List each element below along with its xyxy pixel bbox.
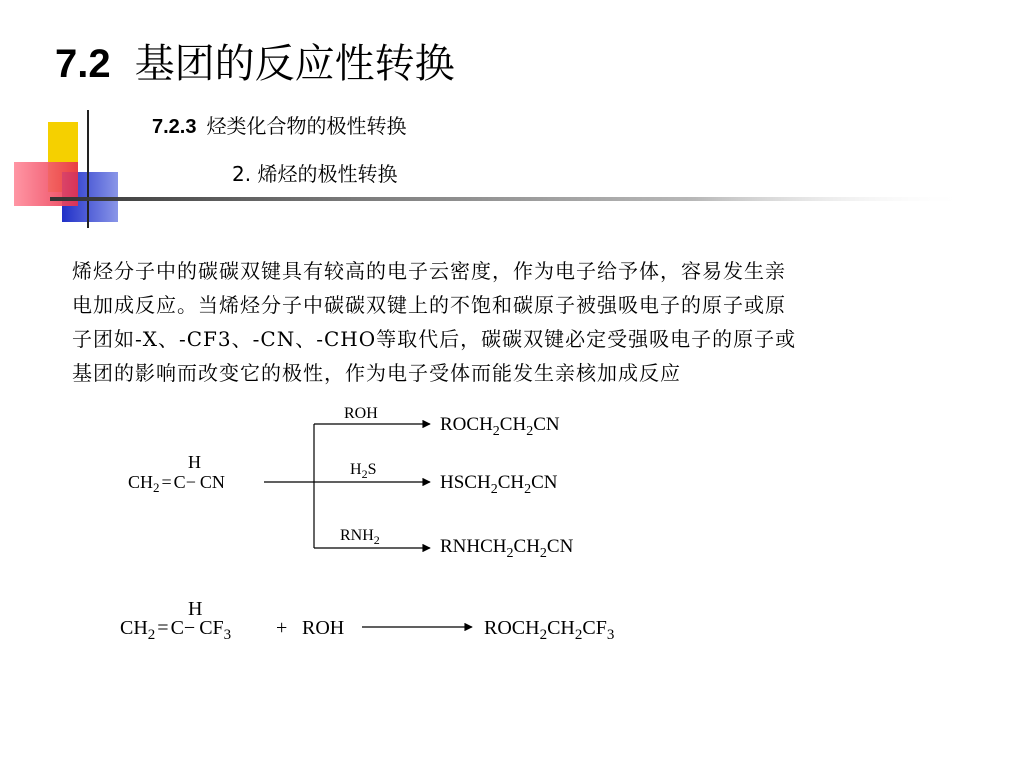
reagent-h2s: $H_2S$ bbox=[350, 461, 377, 481]
reaction-scheme-2 bbox=[120, 598, 614, 643]
product-hsch2ch2cn: $HSCH_2CH_2CN$ bbox=[440, 472, 558, 497]
reagent-roh: ROH bbox=[344, 405, 378, 422]
subsection-heading: 2. 烯烃的极性转换 bbox=[232, 162, 398, 186]
reactant-formula: $CH_2 = C-$ CN bbox=[128, 472, 225, 495]
section-text: 烃类化合物的极性转换 bbox=[206, 114, 407, 138]
product-roch2ch2cf3: $ROCH_2CH_2CF_3$ bbox=[484, 617, 615, 643]
paragraph-line: 子团如-X、-CF3、-CN、-CHO等取代后，碳碳双键必定受强吸电子的原子或 bbox=[72, 327, 797, 351]
title-text: 基团的反应性转换 bbox=[134, 41, 455, 87]
product-roch2ch2cn: $ROCH_2CH_2CN$ bbox=[440, 414, 560, 439]
paragraph-line: 电加成反应。当烯烃分子中碳碳双键上的不饱和碳原子被强吸电子的原子或原 bbox=[72, 293, 786, 317]
reactant2-formula: $CH_2 = C- CF_3$ bbox=[120, 617, 232, 643]
reagent2-roh: ROH bbox=[302, 617, 345, 639]
plus-sign: + bbox=[276, 617, 288, 639]
section-number: 7.2.3 bbox=[152, 116, 197, 138]
reagent-rnh2: $RNH_2$ bbox=[340, 527, 380, 547]
title-number: 7.2 bbox=[55, 42, 111, 86]
reactant2-h: H bbox=[188, 598, 203, 620]
reactant-h: H bbox=[188, 452, 201, 472]
product-rnhch2ch2cn: $RNHCH_2CH_2CN$ bbox=[440, 536, 574, 561]
paragraph-line: 烯烃分子中的碳碳双键具有较高的电子云密度，作为电子给予体，容易发生亲 bbox=[72, 259, 786, 283]
paragraph-line: 基团的影响而改变它的极性，作为电子受体而能发生亲核加成反应 bbox=[72, 361, 681, 385]
